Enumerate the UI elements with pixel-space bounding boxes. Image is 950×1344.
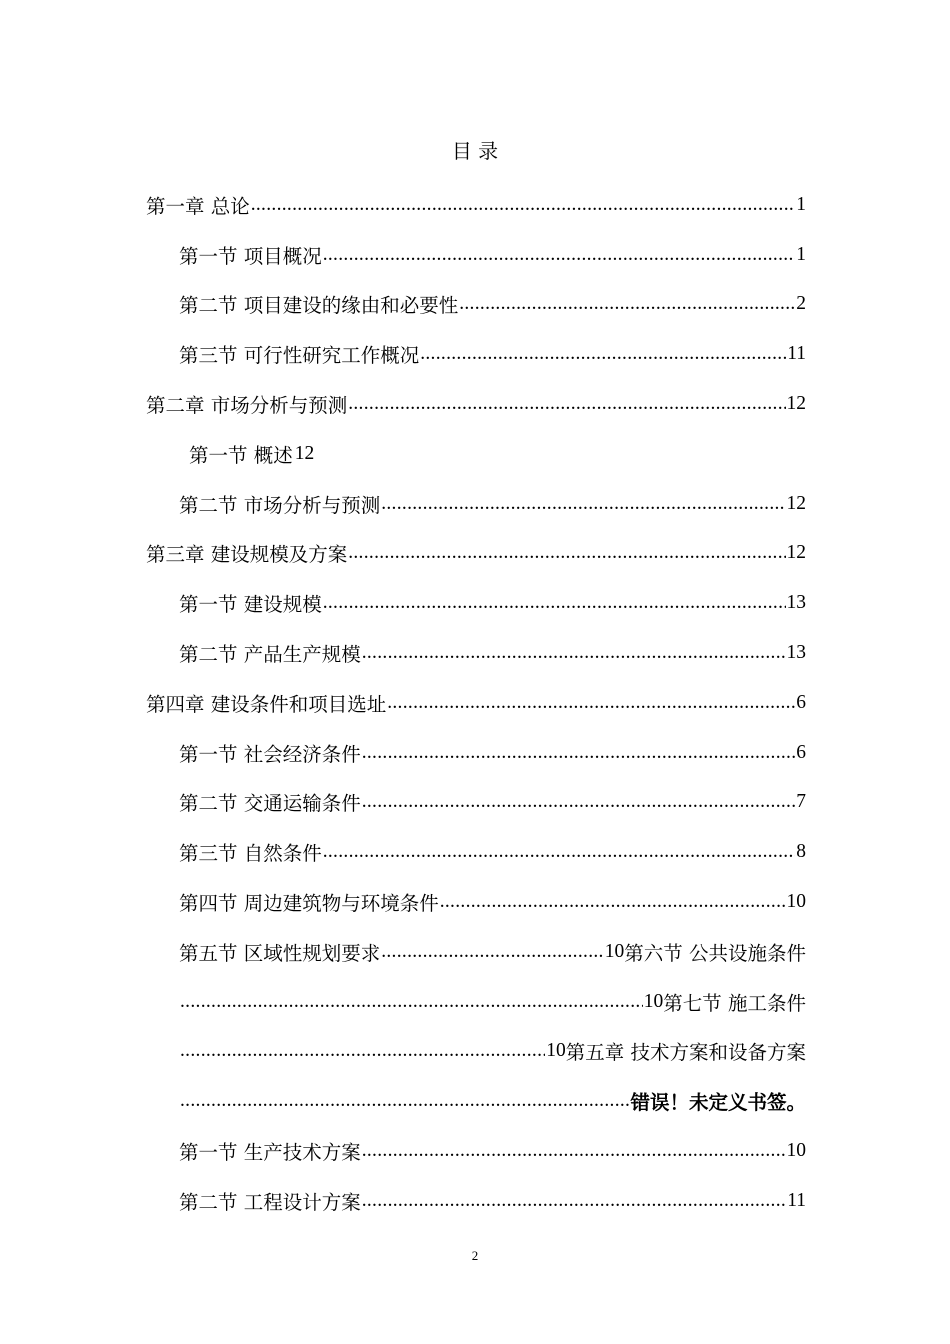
toc-entry-label: 第四节 周边建筑物与环境条件 bbox=[179, 892, 439, 916]
toc-entry[interactable] bbox=[146, 977, 806, 1027]
toc-entry[interactable] bbox=[146, 678, 806, 728]
toc-leader bbox=[387, 692, 795, 714]
toc-entry-page: 10 bbox=[786, 891, 806, 913]
toc-entry-label: 第二节 产品生产规模 bbox=[179, 643, 361, 667]
toc-entry[interactable] bbox=[146, 180, 806, 230]
toc-entry-page: 12 bbox=[294, 442, 315, 464]
table-of-contents bbox=[146, 180, 806, 1226]
toc-entry-page: 1 bbox=[796, 243, 806, 265]
toc-leader bbox=[420, 343, 786, 365]
toc-entry-tail: 第六节 公共设施条件 bbox=[624, 941, 806, 965]
toc-leader bbox=[362, 642, 786, 664]
toc-entry-page: 12 bbox=[786, 542, 806, 564]
toc-entry-label: 第四章 建设条件和项目选址 bbox=[146, 692, 387, 716]
toc-entry-page: 7 bbox=[796, 791, 806, 813]
toc-entry-page: 2 bbox=[796, 293, 806, 315]
toc-entry-label: 第一节 项目概况 bbox=[179, 244, 322, 268]
toc-entry-label: 第五节 区域性规划要求 bbox=[179, 941, 381, 965]
toc-entry-label: 第三章 建设规模及方案 bbox=[146, 543, 348, 567]
toc-leader bbox=[348, 542, 785, 564]
toc-leader bbox=[180, 1090, 629, 1112]
toc-leader bbox=[362, 791, 796, 813]
toc-entry[interactable] bbox=[146, 329, 806, 379]
toc-entry-label: 第一节 建设规模 bbox=[179, 593, 322, 617]
toc-entry[interactable] bbox=[146, 728, 806, 778]
toc-entry-page: 11 bbox=[787, 343, 806, 365]
toc-leader bbox=[348, 393, 785, 415]
toc-leader bbox=[251, 194, 796, 216]
toc-leader bbox=[323, 244, 796, 266]
toc-entry[interactable] bbox=[146, 479, 806, 529]
toc-entry-page: 13 bbox=[786, 592, 806, 614]
toc-entry-label: 第一节 生产技术方案 bbox=[179, 1141, 361, 1165]
toc-entry-label: 第二节 交通运输条件 bbox=[179, 792, 361, 816]
toc-entry-error: 错误！未定义书签。 bbox=[630, 1091, 806, 1115]
toc-leader bbox=[440, 891, 786, 913]
toc-entry-page: 11 bbox=[787, 1189, 806, 1211]
toc-entry[interactable] bbox=[146, 529, 806, 579]
toc-leader bbox=[323, 592, 786, 614]
toc-entry-page: 6 bbox=[796, 741, 806, 763]
toc-entry-label: 第一章 总论 bbox=[146, 194, 250, 218]
toc-entry-label: 第二节 工程设计方案 bbox=[179, 1190, 361, 1214]
toc-leader bbox=[362, 742, 796, 764]
toc-leader bbox=[180, 1040, 545, 1062]
toc-entry[interactable] bbox=[146, 1027, 806, 1077]
toc-entry-tail: 第五章 技术方案和设备方案 bbox=[565, 1041, 806, 1065]
toc-entry-page: 10 bbox=[643, 990, 664, 1012]
toc-leader bbox=[362, 1190, 787, 1212]
toc-entry-page: 8 bbox=[796, 841, 806, 863]
toc-entry[interactable] bbox=[146, 379, 806, 429]
toc-entry-label: 第二章 市场分析与预测 bbox=[146, 394, 348, 418]
toc-entry-page: 12 bbox=[786, 492, 806, 514]
toc-leader bbox=[381, 941, 604, 963]
toc-entry-page: 10 bbox=[604, 940, 625, 962]
toc-entry[interactable] bbox=[146, 877, 806, 927]
toc-entry-label: 第三节 可行性研究工作概况 bbox=[179, 344, 420, 368]
toc-leader bbox=[381, 493, 785, 515]
toc-entry-page: 12 bbox=[786, 393, 806, 415]
toc-entry-label: 第二节 市场分析与预测 bbox=[179, 493, 381, 517]
toc-entry[interactable] bbox=[146, 280, 806, 330]
toc-entry[interactable] bbox=[146, 578, 806, 628]
toc-entry[interactable] bbox=[146, 1176, 806, 1226]
toc-leader bbox=[323, 841, 796, 863]
toc-entry-label: 第二节 项目建设的缘由和必要性 bbox=[179, 294, 459, 318]
toc-entry-page: 1 bbox=[796, 193, 806, 215]
toc-entry[interactable] bbox=[146, 230, 806, 280]
toc-entry[interactable] bbox=[146, 927, 806, 977]
toc-entry[interactable] bbox=[146, 1076, 806, 1126]
toc-entry[interactable] bbox=[146, 429, 806, 479]
toc-entry-label: 第三节 自然条件 bbox=[179, 842, 322, 866]
toc-entry-page: 13 bbox=[786, 642, 806, 664]
toc-entry-label: 第一节 概述 bbox=[189, 443, 293, 467]
toc-entry[interactable] bbox=[146, 1126, 806, 1176]
toc-entry-page: 10 bbox=[786, 1140, 806, 1162]
toc-entry[interactable] bbox=[146, 778, 806, 828]
toc-leader bbox=[362, 1140, 786, 1162]
toc-entry-page: 6 bbox=[796, 691, 806, 713]
toc-entry-label: 第一节 社会经济条件 bbox=[179, 742, 361, 766]
toc-entry-tail: 第七节 施工条件 bbox=[663, 991, 806, 1015]
toc-title: 目 录 bbox=[451, 139, 499, 163]
toc-entry[interactable] bbox=[146, 628, 806, 678]
page-number: 2 bbox=[471, 1248, 479, 1263]
toc-leader bbox=[180, 991, 643, 1013]
toc-entry[interactable] bbox=[146, 827, 806, 877]
toc-entry-page: 10 bbox=[546, 1040, 566, 1062]
toc-leader bbox=[459, 293, 795, 315]
